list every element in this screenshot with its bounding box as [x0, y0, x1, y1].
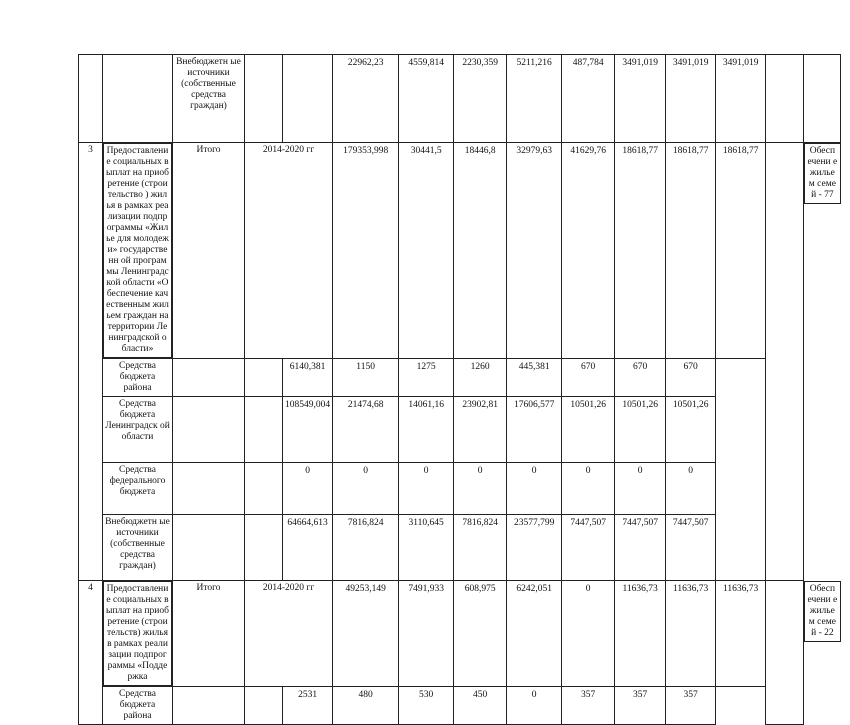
- blank-cell: [766, 143, 804, 581]
- value-cell: 2531: [283, 687, 333, 725]
- value-cell: 22962,23: [333, 55, 399, 143]
- value-cell: 357: [562, 687, 615, 725]
- blank-cell: [245, 463, 283, 515]
- source-cell: Средства федерального бюджета: [103, 463, 173, 515]
- value-cell: 23902,81: [454, 397, 507, 463]
- source-cell: Внебюджетн ые источники (собственные средства граждан): [103, 515, 173, 581]
- index-cell: 3: [79, 143, 103, 581]
- index-cell: 4: [79, 581, 103, 725]
- blank-cell: [245, 397, 283, 463]
- value-cell: 41629,76: [562, 143, 615, 359]
- blank-cell: [173, 515, 245, 581]
- value-cell: 357: [615, 687, 666, 725]
- value-cell: 7816,824: [454, 515, 507, 581]
- blank-cell: [245, 359, 283, 397]
- value-cell: 7447,507: [615, 515, 666, 581]
- value-cell: 6140,381: [283, 359, 333, 397]
- value-cell: 32979,63: [507, 143, 562, 359]
- value-cell: 1275: [399, 359, 454, 397]
- table-row: [79, 397, 841, 463]
- value-cell: 1150: [333, 359, 399, 397]
- budget-table: [78, 54, 841, 725]
- blank-cell: [173, 687, 245, 725]
- value-cell: 608,975: [454, 581, 507, 687]
- index-cell: [79, 55, 103, 143]
- value-cell: 108549,004: [283, 397, 333, 463]
- value-cell: 10501,26: [615, 397, 666, 463]
- value-cell: 487,784: [562, 55, 615, 143]
- value-cell: 11636,73: [666, 581, 716, 687]
- table-row: [79, 143, 841, 359]
- value-cell: 18618,77: [615, 143, 666, 359]
- result-cell: Обесп ечени е жилье м семей - 77: [804, 143, 841, 204]
- value-cell: 0: [399, 463, 454, 515]
- table-row: [79, 463, 841, 515]
- value-cell: 0: [615, 463, 666, 515]
- value-cell: 10501,26: [562, 397, 615, 463]
- value-cell: 21474,68: [333, 397, 399, 463]
- period-cell: [245, 55, 283, 143]
- blank-cell: [173, 359, 245, 397]
- name-cell: Предоставлени е социальных выплат на приобретение (строительство ) жилья в рамках реализации подпрограммы «Жилье для молодежи» государственн ой программы Ленинградской области «Обеспечение качественным жильем граждан на территории Ленинградской области»: [103, 143, 172, 358]
- name-cell: [103, 55, 173, 143]
- value-cell: 30441,5: [399, 143, 454, 359]
- value-cell: 10501,26: [666, 397, 716, 463]
- value-cell: 14061,16: [399, 397, 454, 463]
- name-cell: Предоставлени е социальных выплат на приобретение (строительств) жилья в рамках реализации подпрограммы «Поддержка: [103, 581, 172, 686]
- value-cell: 0: [507, 687, 562, 725]
- value-cell: 5211,216: [507, 55, 562, 143]
- value-cell: 4559,814: [399, 55, 454, 143]
- table-row: [79, 581, 841, 687]
- value-cell: 0: [562, 463, 615, 515]
- value-cell: 11636,73: [716, 581, 766, 687]
- blank-cell: [766, 55, 804, 143]
- value-cell: 3491,019: [615, 55, 666, 143]
- value-cell: 23577,799: [507, 515, 562, 581]
- value-cell: 49253,149: [333, 581, 399, 687]
- blank-cell: [766, 581, 804, 725]
- table-row: [79, 55, 841, 143]
- value-cell: 7447,507: [666, 515, 716, 581]
- value-cell: 670: [666, 359, 716, 397]
- value-cell: 3110,645: [399, 515, 454, 581]
- source-cell: Итого: [173, 581, 245, 687]
- table-body: [79, 55, 841, 725]
- value-cell: 445,381: [507, 359, 562, 397]
- blank-cell: [245, 687, 283, 725]
- value-cell: 179353,998: [333, 143, 399, 359]
- value-cell: 7447,507: [562, 515, 615, 581]
- value-cell: 0: [507, 463, 562, 515]
- table-row: [79, 515, 841, 581]
- value-cell: 17606,577: [507, 397, 562, 463]
- value-cell: 18618,77: [716, 143, 766, 359]
- source-cell: Средства бюджета района: [103, 687, 173, 725]
- value-cell: 3491,019: [716, 55, 766, 143]
- period-cell: 2014-2020 гг: [245, 143, 333, 359]
- value-cell: 64664,613: [283, 515, 333, 581]
- value-cell: 670: [562, 359, 615, 397]
- table-row: [79, 359, 841, 397]
- value-cell: 0: [666, 463, 716, 515]
- value-cell: 6242,051: [507, 581, 562, 687]
- blank-cell: [173, 463, 245, 515]
- blank-cell: [173, 397, 245, 463]
- value-cell: 7816,824: [333, 515, 399, 581]
- value-cell: 357: [666, 687, 716, 725]
- source-cell: Средства бюджета района: [103, 359, 173, 397]
- value-cell: 450: [454, 687, 507, 725]
- value-cell: 670: [615, 359, 666, 397]
- value-cell: 7491,933: [399, 581, 454, 687]
- value-cell: 0: [283, 463, 333, 515]
- source-cell: Внебюджетн ые источники (собственные средства граждан): [173, 55, 245, 143]
- value-cell: 480: [333, 687, 399, 725]
- period-cell: 2014-2020 гг: [245, 581, 333, 687]
- source-cell: Итого: [173, 143, 245, 359]
- value-cell: 1260: [454, 359, 507, 397]
- source-cell: Средства бюджета Ленинградск ой области: [103, 397, 173, 463]
- table-row: [79, 687, 841, 725]
- result-cell: [804, 55, 841, 143]
- value-cell: 0: [454, 463, 507, 515]
- value-cell: 0: [562, 581, 615, 687]
- value-cell: 3491,019: [666, 55, 716, 143]
- blank-cell: [283, 55, 333, 143]
- value-cell: 11636,73: [615, 581, 666, 687]
- value-cell: 0: [333, 463, 399, 515]
- blank-cell: [245, 515, 283, 581]
- value-cell: 18446,8: [454, 143, 507, 359]
- value-cell: 530: [399, 687, 454, 725]
- value-cell: 18618,77: [666, 143, 716, 359]
- result-cell: Обесп ечени е жилье м семей - 22: [804, 581, 841, 642]
- value-cell: 2230,359: [454, 55, 507, 143]
